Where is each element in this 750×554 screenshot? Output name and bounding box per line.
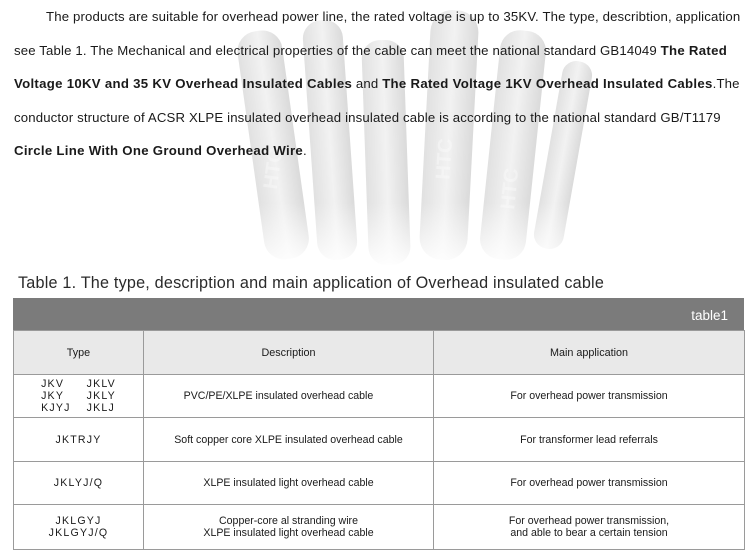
intro-standard-1: The Rated Voltage 10KV and 35 KV Overhead Insulated Cables — [14, 42, 728, 91]
type-code: KJYJ — [41, 402, 71, 414]
table-row — [14, 505, 745, 550]
application-line: For overhead power transmission, — [508, 515, 670, 527]
intro-text-4: . — [303, 143, 307, 158]
header-type: Type — [14, 331, 144, 375]
type-code: JKLGYJ/Q — [48, 527, 109, 539]
header-description: Description — [144, 331, 434, 375]
type-cell: JKLYJ/Q — [14, 462, 144, 505]
type-cell — [14, 505, 144, 550]
table-row — [14, 375, 745, 418]
description-cell — [144, 505, 434, 550]
application-cell — [434, 505, 745, 550]
intro-text-2: and — [352, 76, 383, 91]
table-label-bar — [13, 298, 744, 330]
intro-standard-3: Circle Line With One Ground Overhead Wire — [14, 143, 304, 158]
description-line: XLPE insulated light overhead cable — [203, 527, 374, 539]
application-cell: For overhead power transmission — [434, 375, 745, 418]
table-label: table1 — [691, 308, 728, 323]
table-header-row — [14, 331, 745, 375]
type-cell — [14, 375, 144, 418]
type-code: JKLGYJ — [55, 515, 102, 527]
intro-standard-2: The Rated Voltage 1KV Overhead Insulated Cables — [382, 76, 713, 91]
type-code: JKLY — [86, 390, 116, 402]
description-cell: Soft copper core XLPE insulated overhead cable — [144, 418, 434, 462]
type-code: JKV — [41, 378, 65, 390]
application-cell: For overhead power transmission — [434, 462, 745, 505]
type-code: JKLJ — [86, 402, 115, 414]
table-row — [14, 418, 745, 462]
intro-text-1: The products are suitable for overhead power line, the rated voltage is up to 35KV. The type, describtion, application see Table 1. The Mechanical and electrical properties of the cable can meet the national standard GB14049 — [14, 9, 741, 58]
cable-table — [13, 298, 744, 550]
intro-text-3: .The conductor structure of ACSR XLPE insulated overhead insulated cable is according to the national standard GB/T1179 — [14, 76, 740, 125]
description-cell: PVC/PE/XLPE insulated overhead cable — [144, 375, 434, 418]
type-code: JKY — [41, 390, 65, 402]
description-line: Copper-core al stranding wire — [219, 515, 358, 527]
header-application: Main application — [434, 331, 745, 375]
intro-paragraph — [14, 0, 744, 168]
type-cell: JKTRJY — [14, 418, 144, 462]
cable-types-table — [13, 330, 745, 550]
table-row — [14, 462, 745, 505]
type-code: JKLV — [86, 378, 116, 390]
application-cell: For transformer lead referrals — [434, 418, 745, 462]
application-line: and able to bear a certain tension — [510, 527, 668, 539]
description-cell: XLPE insulated light overhead cable — [144, 462, 434, 505]
table-caption: Table 1. The type, description and main application of Overhead insulated cable — [18, 274, 605, 292]
